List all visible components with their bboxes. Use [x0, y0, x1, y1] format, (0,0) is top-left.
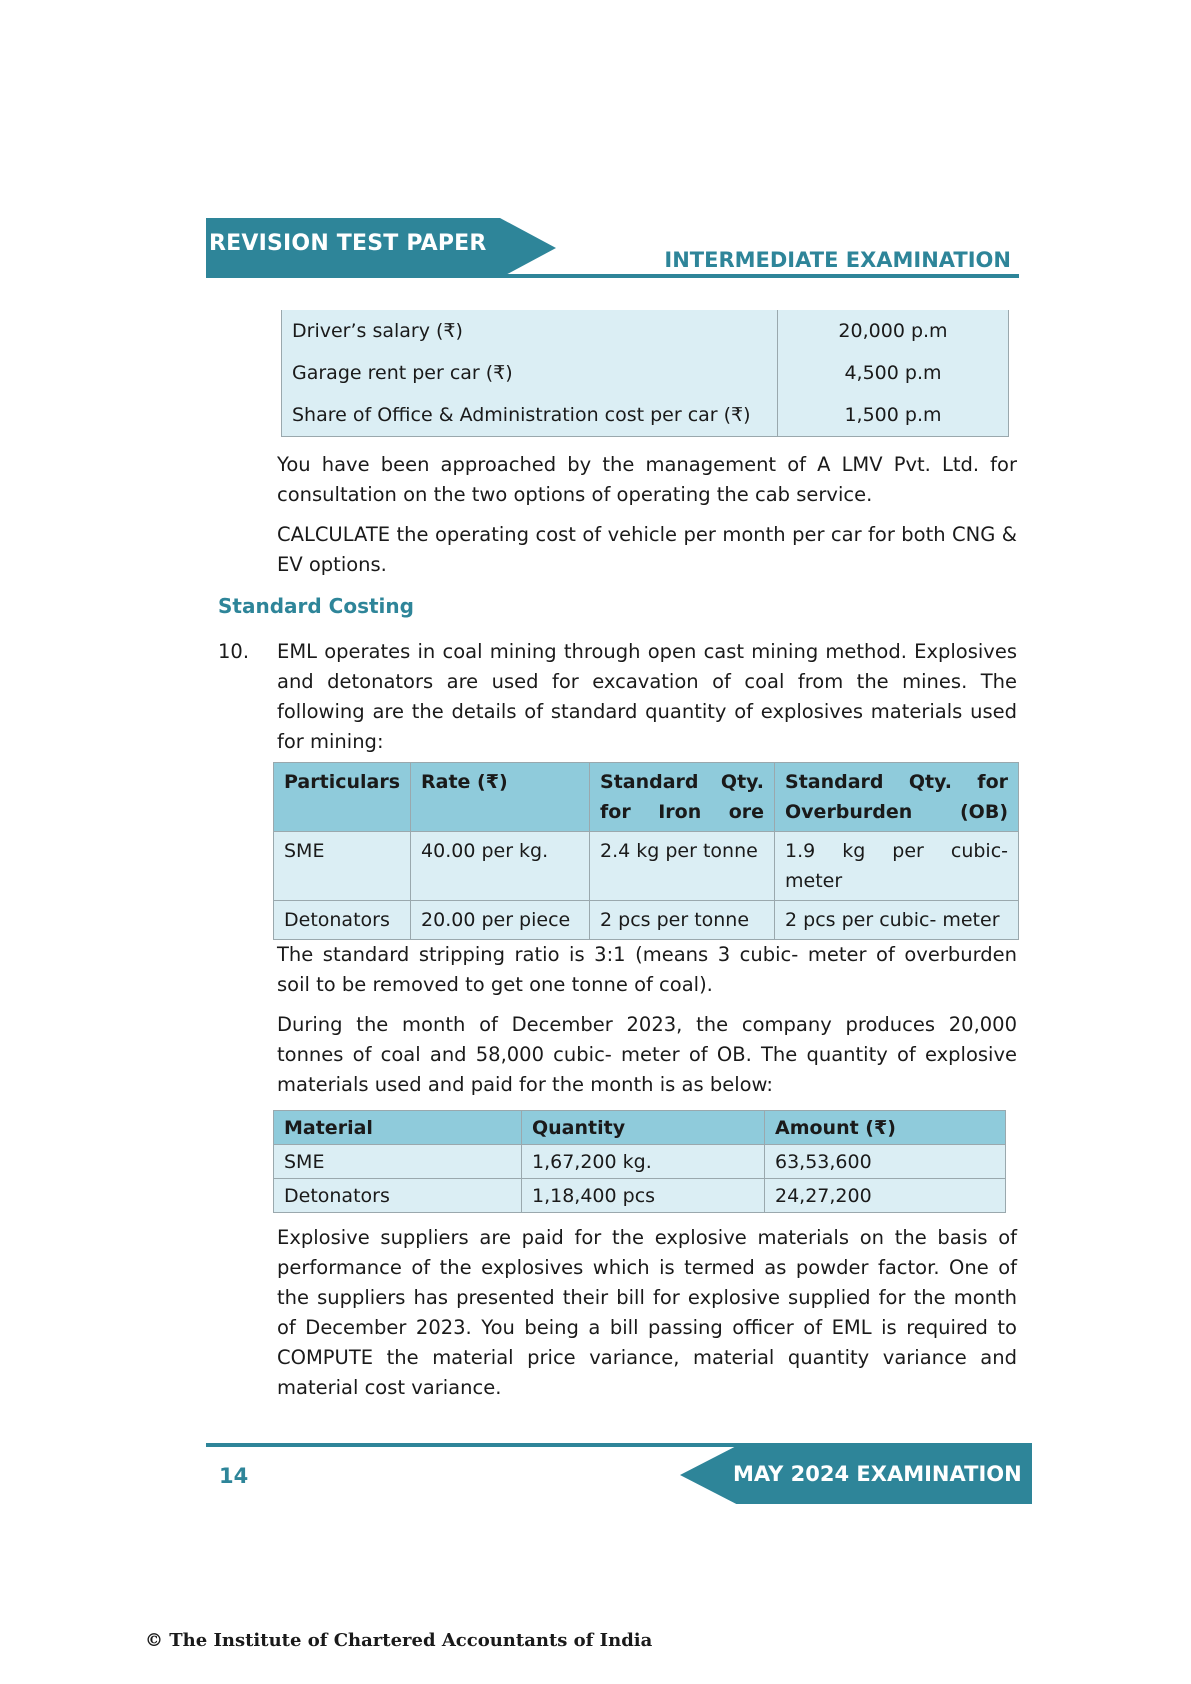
column-header: Rate (₹): [411, 763, 590, 832]
table-cell: SME: [274, 1145, 522, 1179]
paragraph-stripping-ratio: The standard stripping ratio is 3:1 (means 3 cubic- meter of overburden soil to be removed to get one tonne of coal).: [277, 943, 1017, 996]
actual-usage-table: [273, 1110, 1006, 1213]
table-cell: 40.00 per kg.: [411, 832, 590, 901]
column-header: Particulars: [274, 763, 411, 832]
paragraph-calculate: CALCULATE the operating cost of vehicle per month per car for both CNG & EV options.: [277, 523, 1017, 576]
cost-value: 20,000 p.m: [778, 310, 1009, 352]
table-cell: 2 pcs per cubic- meter: [775, 901, 1019, 940]
table-cell: 1,67,200 kg.: [522, 1145, 765, 1179]
question-intro: EML operates in coal mining through open cast mining method. Explosives and detonators are used for excavation of coal from the mines. The following are the details of standard quantity of explosives materials used for mining:: [277, 640, 1017, 753]
table-cell: 2 pcs per tonne: [590, 901, 775, 940]
table-row: [282, 310, 1009, 352]
table-row: [274, 901, 1019, 940]
table-cell: 24,27,200: [765, 1179, 1006, 1213]
copyright-notice: © The Institute of Chartered Accountants of India: [145, 1630, 653, 1651]
footer-exam-label: MAY 2024 EXAMINATION: [733, 1462, 1022, 1486]
column-header: Standard Qty. for Iron ore: [590, 763, 775, 832]
column-header: Quantity: [522, 1111, 765, 1145]
column-header: Material: [274, 1111, 522, 1145]
table-cell: 2.4 kg per tonne: [590, 832, 775, 901]
cost-label: Driver’s salary (₹): [282, 310, 778, 352]
section-heading: Standard Costing: [218, 594, 414, 618]
table-row: [282, 352, 1009, 394]
table-cell: 20.00 per piece: [411, 901, 590, 940]
table-row: [282, 394, 1009, 437]
question-number: 10.: [218, 640, 250, 663]
page-number: 14: [219, 1464, 249, 1488]
header-banner-title: REVISION TEST PAPER: [209, 231, 487, 256]
table-cell: Detonators: [274, 901, 411, 940]
table-cell: SME: [274, 832, 411, 901]
table-cell: 1.9 kg per cubic- meter: [775, 832, 1019, 901]
cost-table: [281, 310, 1009, 437]
column-header: Standard Qty. for Overburden (OB): [775, 763, 1019, 832]
paragraph-december-production: During the month of December 2023, the company produces 20,000 tonnes of coal and 58,000 cubic- meter of OB. The quantity of explosive materials used and paid for the month is as below:: [277, 1013, 1017, 1096]
table-cell: 1,18,400 pcs: [522, 1179, 765, 1213]
paragraph-variance-question: Explosive suppliers are paid for the explosive materials on the basis of performance of the explosives which is termed as powder factor. One of the suppliers has presented their bill for explosive supplied for the month of December 2023. You being a bill passing officer of EML is required to COMPUTE the material price variance, material quantity variance and material cost variance.: [277, 1226, 1017, 1399]
cost-value: 1,500 p.m: [778, 394, 1009, 437]
header-divider: [206, 274, 1019, 278]
table-header-row: [274, 1111, 1006, 1145]
table-cell: Detonators: [274, 1179, 522, 1213]
standard-qty-table: [273, 762, 1019, 940]
table-cell: 63,53,600: [765, 1145, 1006, 1179]
paragraph-consultation: You have been approached by the management of A LMV Pvt. Ltd. for consultation on the two options of operating the cab service.: [277, 453, 1017, 506]
cost-value: 4,500 p.m: [778, 352, 1009, 394]
table-row: [274, 832, 1019, 901]
header-exam-title: INTERMEDIATE EXAMINATION: [664, 248, 1011, 272]
table-row: [274, 1179, 1006, 1213]
cost-label: Share of Office & Administration cost per car (₹): [282, 394, 778, 437]
table-row: [274, 1145, 1006, 1179]
cost-label: Garage rent per car (₹): [282, 352, 778, 394]
table-header-row: [274, 763, 1019, 832]
column-header: Amount (₹): [765, 1111, 1006, 1145]
